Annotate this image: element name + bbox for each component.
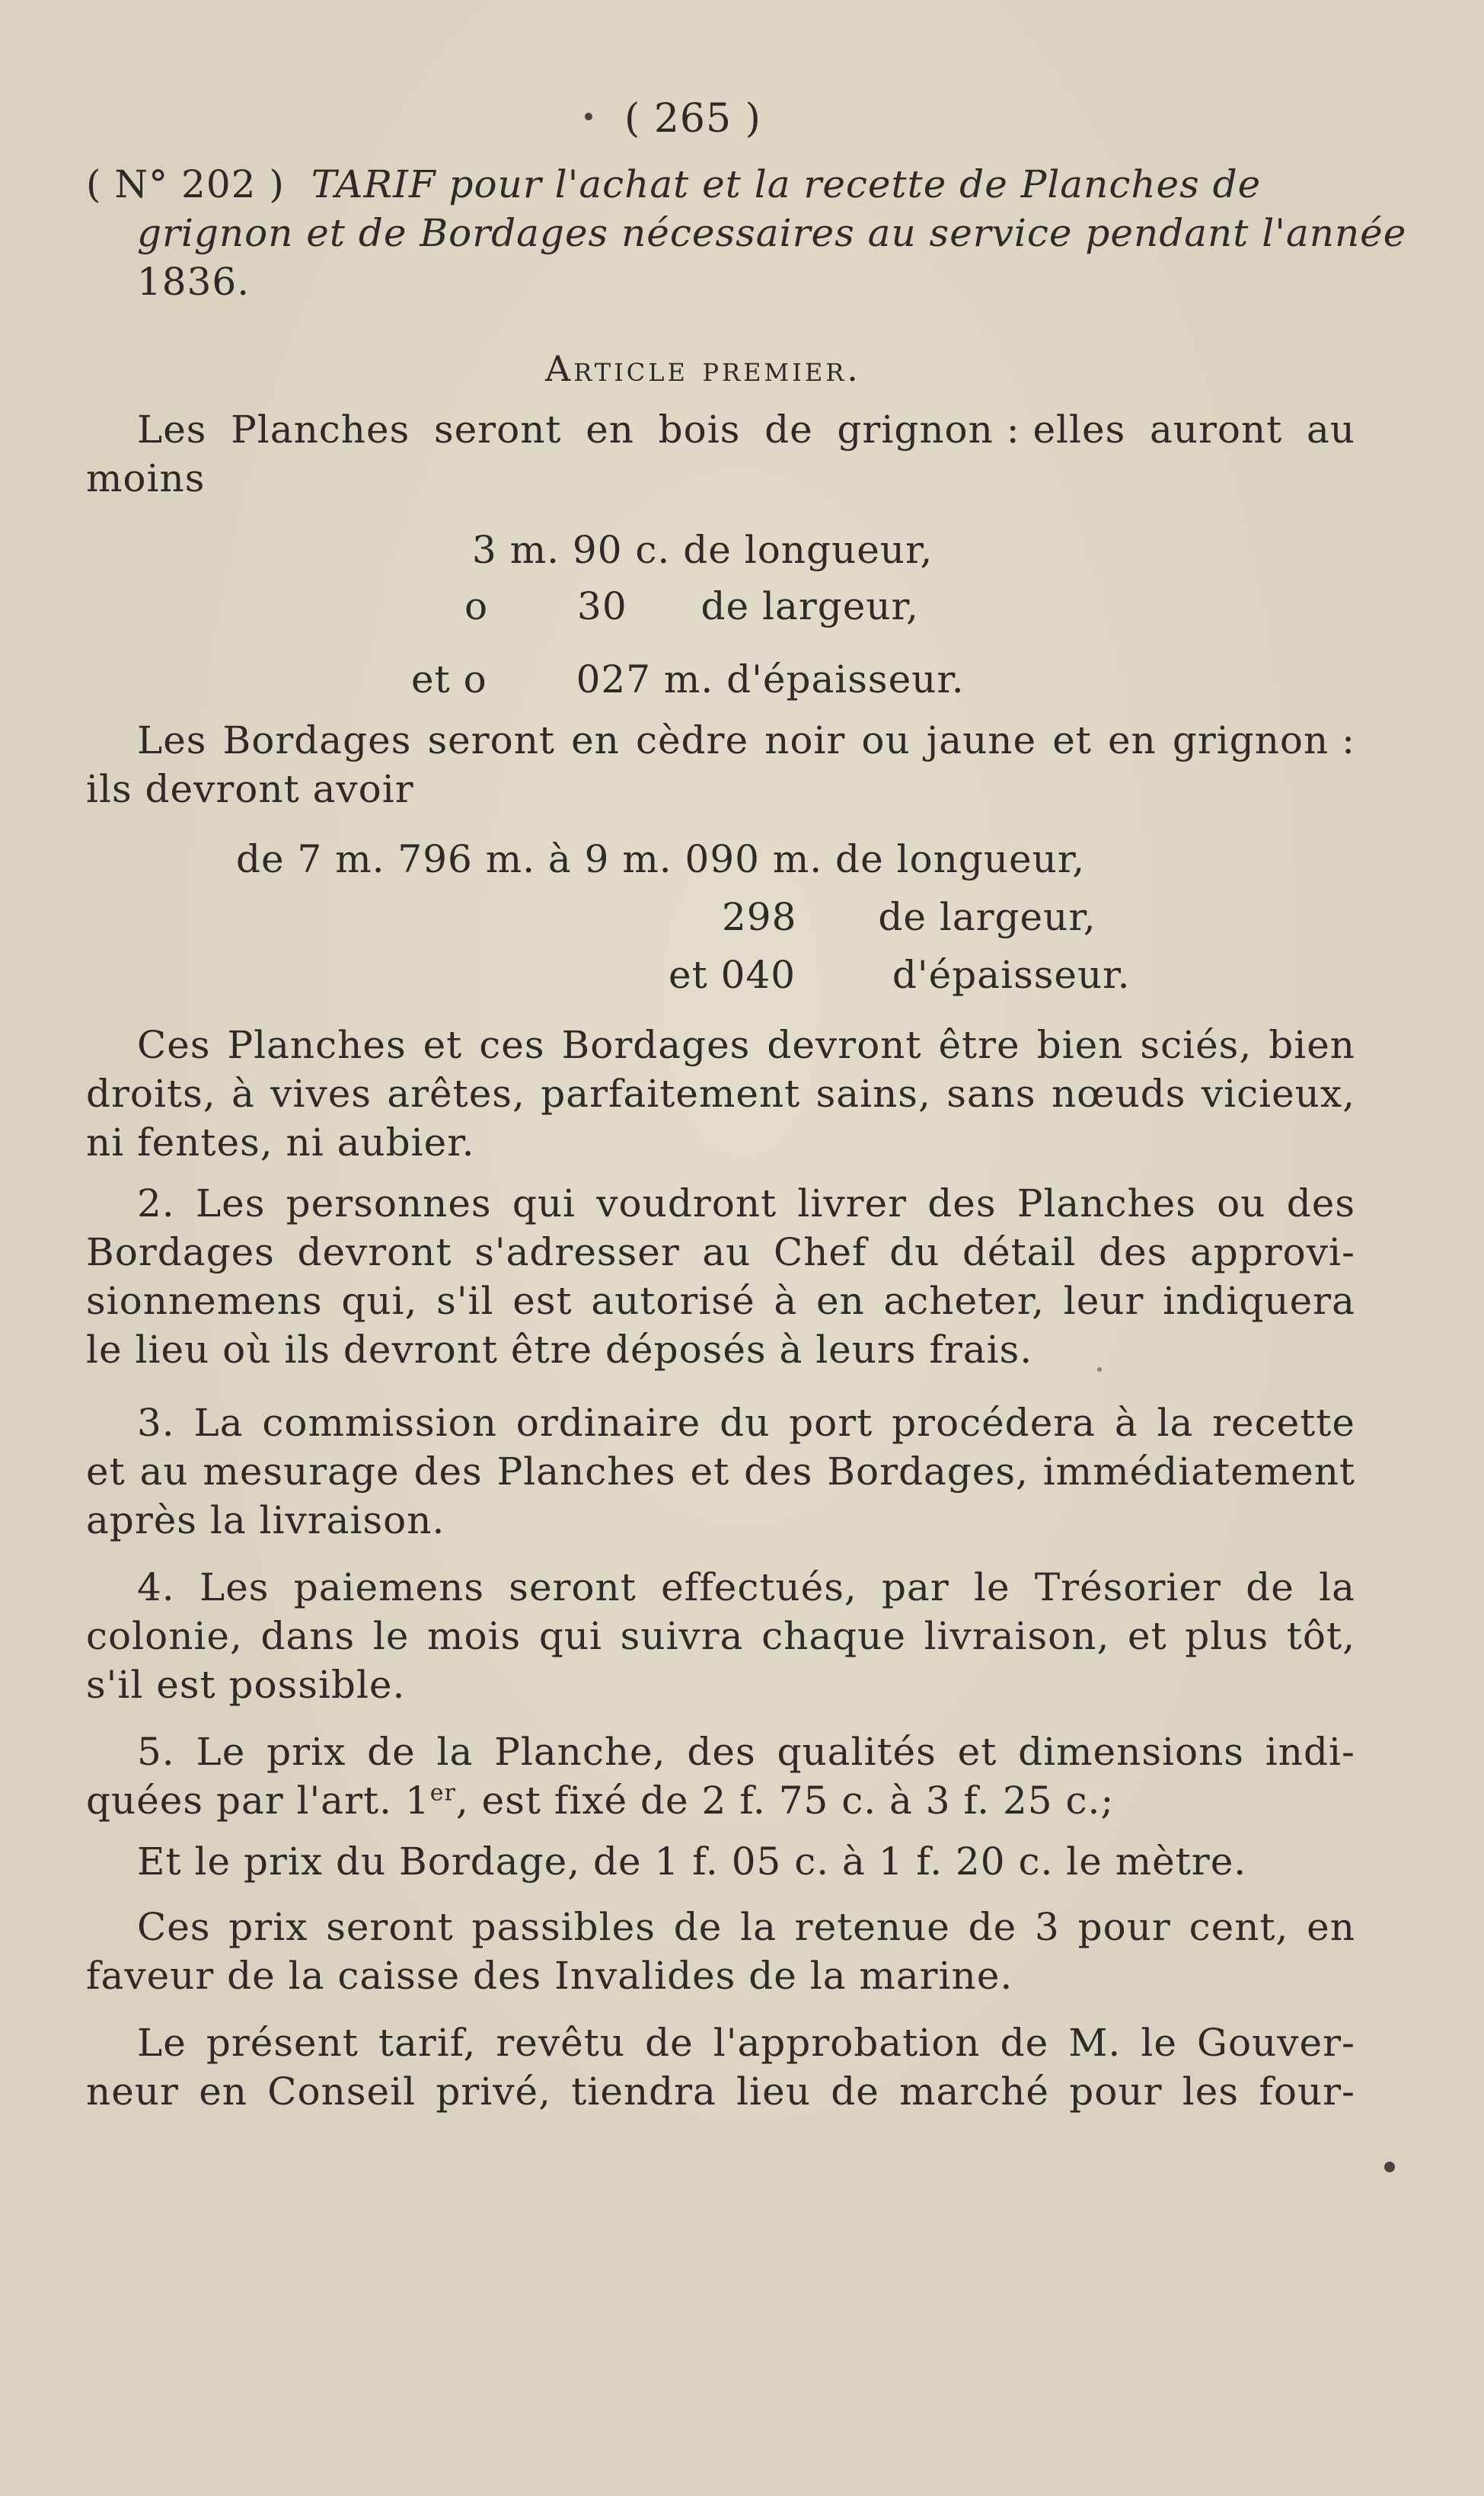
word: en <box>571 718 620 762</box>
word: le <box>1141 2021 1177 2065</box>
word: approvi- <box>1189 1230 1355 1274</box>
word: chaque <box>761 1614 906 1658</box>
article-4-line-2 <box>86 1612 1355 1660</box>
article-4-line-1 <box>137 1563 1355 1612</box>
word: Les <box>137 407 207 452</box>
word: bien <box>1036 1023 1124 1067</box>
word: immédiatement <box>1042 1449 1355 1494</box>
word: 5. <box>137 1730 175 1774</box>
word: voudront <box>596 1181 777 1226</box>
word: droits, <box>86 1072 216 1116</box>
word: tarif, <box>378 2021 477 2065</box>
word: er <box>429 1779 456 1807</box>
retenue-line-2: faveur de la caisse des Invalides de la marine. <box>86 1954 1013 1998</box>
word: 3 <box>1035 1905 1060 1949</box>
word: acheter, <box>883 1279 1045 1323</box>
word: parfaitement <box>541 1072 801 1116</box>
bordage-longueur: de 7 m. 796 m. à 9 m. 090 m. de longueur, <box>236 837 1086 881</box>
paragraph-1-line-1 <box>137 405 1355 454</box>
word: recette <box>1212 1401 1355 1445</box>
word: prix <box>228 1905 308 1949</box>
word: dimensions <box>1018 1730 1244 1774</box>
word: au <box>1306 407 1355 452</box>
word: personnes <box>286 1181 492 1226</box>
word: 027 m. d'épaisseur. <box>576 657 965 702</box>
word: qualités <box>777 1730 937 1774</box>
word: Ces <box>137 1905 211 1949</box>
word: au <box>139 1449 189 1494</box>
decree-number: ( N° 202 ) <box>86 162 285 206</box>
word: Bordages <box>561 1023 751 1067</box>
word: à <box>774 1279 798 1323</box>
word: 2. <box>137 1181 175 1226</box>
word: Le <box>196 1730 246 1774</box>
word: à <box>1114 1401 1138 1445</box>
word: jaune <box>926 718 1037 762</box>
ink-speck <box>585 113 592 120</box>
word: en <box>586 407 634 452</box>
word: indiquera <box>1163 1279 1355 1323</box>
word: par <box>882 1565 949 1609</box>
word: marché <box>899 2069 1050 2114</box>
paragraph-3-line-3: ni fentes, ni aubier. <box>86 1120 475 1165</box>
word: neur <box>86 2069 179 2114</box>
word: détail <box>962 1230 1077 1274</box>
word: 30 <box>577 584 627 628</box>
word: l'approbation <box>713 2021 981 2065</box>
word: vives <box>270 1072 372 1116</box>
word: ou <box>1217 1181 1266 1226</box>
paragraph-2-line-2: ils devront avoir <box>86 767 414 811</box>
word: 298 <box>722 895 797 939</box>
word: sciés, <box>1140 1023 1253 1067</box>
word: les <box>1182 2069 1240 2114</box>
word: arêtes, <box>387 1072 525 1116</box>
word: et <box>423 1023 463 1067</box>
word: indi- <box>1265 1730 1355 1774</box>
word: de <box>831 2069 879 2114</box>
article-2-line-1 <box>137 1179 1355 1228</box>
word: qui <box>538 1614 603 1658</box>
word: Bordages <box>86 1230 275 1274</box>
word: qui, <box>341 1279 418 1323</box>
word: pour <box>1069 2069 1163 2114</box>
word: effectués, <box>661 1565 857 1609</box>
word: La <box>193 1401 244 1445</box>
word: de <box>764 407 813 452</box>
word: plus <box>1185 1614 1269 1658</box>
article-2-line-3 <box>86 1277 1355 1325</box>
word: Chef <box>773 1230 867 1274</box>
word: sans <box>946 1072 1036 1116</box>
word: Planches <box>231 407 410 452</box>
planche-longueur: 3 m. 90 c. de longueur, <box>472 528 933 572</box>
word: des <box>1099 1230 1168 1274</box>
word: port <box>789 1401 873 1445</box>
word: des <box>744 1449 813 1494</box>
word: quées par l'art. 1 <box>86 1779 430 1823</box>
word: la <box>436 1730 474 1774</box>
word: lieu <box>736 2069 811 2114</box>
word: , est fixé de 2 f. 75 c. à 3 f. 25 c.; <box>455 1779 1115 1823</box>
word: commission <box>262 1401 497 1445</box>
word: mesurage <box>203 1449 400 1494</box>
word: bien <box>1269 1023 1355 1067</box>
word: Planches <box>1016 1181 1196 1226</box>
bordage-largeur <box>722 893 1096 941</box>
word: noir <box>764 718 846 762</box>
word: d'épaisseur. <box>892 953 1131 997</box>
word: et 040 <box>669 953 796 997</box>
page-number: ( 265 ) <box>624 96 761 142</box>
word: o <box>464 584 489 628</box>
word: mois <box>427 1614 522 1658</box>
word: à <box>231 1072 255 1116</box>
word: retenue <box>794 1905 950 1949</box>
paragraph-2-line-1 <box>137 716 1355 765</box>
document-title-line-2: grignon et de Bordages nécessaires au service pendant l'année <box>137 211 1407 255</box>
word: passibles <box>471 1905 656 1949</box>
article-4-line-3: s'il est possible. <box>86 1663 406 1707</box>
word: qui <box>512 1181 576 1226</box>
word: leur <box>1063 1279 1144 1323</box>
word: suivra <box>620 1614 744 1658</box>
word: cèdre <box>635 718 749 762</box>
word: et <box>1052 718 1092 762</box>
word: et <box>690 1449 730 1494</box>
word: devront <box>297 1230 452 1274</box>
word: Planches <box>227 1023 407 1067</box>
word: ordinaire <box>515 1401 701 1445</box>
word: Le <box>137 2021 187 2065</box>
word: de <box>968 1905 1017 1949</box>
word: colonie, <box>86 1614 243 1658</box>
word: sionnemens <box>86 1279 323 1323</box>
word: bois <box>658 407 741 452</box>
word: la <box>1319 1565 1355 1609</box>
word: livraison, <box>924 1614 1110 1658</box>
word: auront <box>1149 407 1283 452</box>
word: des <box>413 1449 483 1494</box>
word: nœuds <box>1051 1072 1186 1116</box>
word: ces <box>479 1023 545 1067</box>
article-2-line-2 <box>86 1228 1355 1277</box>
word: est <box>512 1279 573 1323</box>
word: livrer <box>797 1181 908 1226</box>
article-3-line-3: après la livraison. <box>86 1498 445 1542</box>
word: paiemens <box>293 1565 484 1609</box>
word: Conseil <box>267 2069 416 2114</box>
word: en <box>199 2069 247 2114</box>
final-paragraph-line-2 <box>86 2067 1355 2116</box>
section-heading: Article premier. <box>545 348 861 389</box>
title-text-1: TARIF pour l'achat et la recette de Planches de <box>311 162 1262 206</box>
word: grignon : <box>1172 718 1355 762</box>
word: pour <box>1077 1905 1171 1949</box>
word: le <box>372 1614 410 1658</box>
paragraph-1-line-2: moins <box>86 456 206 500</box>
word: seront <box>427 718 555 762</box>
word: en <box>1107 718 1157 762</box>
word: de <box>367 1730 416 1774</box>
word: revêtu <box>496 2021 626 2065</box>
word: des <box>927 1181 997 1226</box>
word: autorisé <box>591 1279 755 1323</box>
document-title-line-3: 1836. <box>137 260 251 304</box>
word: en <box>815 1279 865 1323</box>
word: 3. <box>137 1401 175 1445</box>
word: présent <box>206 2021 359 2065</box>
word: sains, <box>815 1072 931 1116</box>
word: cent, <box>1189 1905 1289 1949</box>
final-paragraph-line-1 <box>137 2018 1355 2067</box>
word: tiendra <box>571 2069 716 2114</box>
word: 4. <box>137 1565 175 1609</box>
word: de largeur, <box>701 584 919 628</box>
word: Planches <box>496 1449 676 1494</box>
word: et <box>86 1449 126 1494</box>
word: Les <box>199 1565 270 1609</box>
word: Ces <box>137 1023 211 1067</box>
article-2-line-4: le lieu où ils devront être déposés à leurs frais. <box>86 1328 1033 1372</box>
bordage-price-line: Et le prix du Bordage, de 1 f. 05 c. à 1 f. 20 c. le mètre. <box>137 1839 1247 1884</box>
retenue-line-1 <box>137 1903 1355 1951</box>
word: Les <box>137 718 207 762</box>
ink-speck <box>1384 2162 1395 2172</box>
word: en <box>1307 1905 1355 1949</box>
word: devront <box>767 1023 922 1067</box>
word: être <box>938 1023 1020 1067</box>
word: du <box>720 1401 771 1445</box>
word: Les <box>195 1181 266 1226</box>
word: seront <box>509 1565 637 1609</box>
word: de <box>673 1905 723 1949</box>
word: tôt, <box>1286 1614 1355 1658</box>
word: le <box>974 1565 1010 1609</box>
word: de <box>1000 2021 1049 2065</box>
word: du <box>889 1230 940 1274</box>
word: four- <box>1259 2069 1355 2114</box>
word: Gouver- <box>1197 2021 1355 2065</box>
word: M. <box>1068 2021 1122 2065</box>
word: Trésorier <box>1034 1565 1221 1609</box>
word: de largeur, <box>878 895 1096 939</box>
word: Bordages, <box>827 1449 1029 1494</box>
word: la <box>1157 1401 1194 1445</box>
word: seront <box>326 1905 454 1949</box>
article-5-line-1 <box>137 1727 1355 1776</box>
paragraph-3-line-1 <box>137 1021 1355 1069</box>
word: privé, <box>436 2069 551 2114</box>
word: et <box>1127 1614 1167 1658</box>
word: et <box>957 1730 997 1774</box>
planche-epaisseur <box>411 655 965 704</box>
planche-largeur <box>464 582 919 631</box>
article-3-line-2 <box>86 1447 1355 1496</box>
word: au <box>702 1230 752 1274</box>
word: Bordages <box>222 718 412 762</box>
bordage-epaisseur <box>669 951 1130 999</box>
article-3-line-1 <box>137 1398 1355 1447</box>
word: ou <box>861 718 911 762</box>
word: et o <box>411 657 487 702</box>
word: de <box>1246 1565 1294 1609</box>
word: de <box>645 2021 694 2065</box>
word: vicieux, <box>1201 1072 1355 1116</box>
article-5-line-2 <box>86 1776 1114 1825</box>
word: des <box>687 1730 756 1774</box>
word: procédera <box>892 1401 1096 1445</box>
word: la <box>740 1905 777 1949</box>
ink-speck <box>1097 1367 1102 1372</box>
word: Planche, <box>494 1730 666 1774</box>
word: seront <box>433 407 562 452</box>
paragraph-3-line-2 <box>86 1069 1355 1118</box>
document-title-line-1 <box>86 160 1365 209</box>
word: des <box>1286 1181 1355 1226</box>
word: s'il <box>436 1279 494 1323</box>
word: dans <box>260 1614 356 1658</box>
word: prix <box>266 1730 346 1774</box>
word: grignon : elles <box>837 407 1126 452</box>
word: s'adresser <box>474 1230 680 1274</box>
